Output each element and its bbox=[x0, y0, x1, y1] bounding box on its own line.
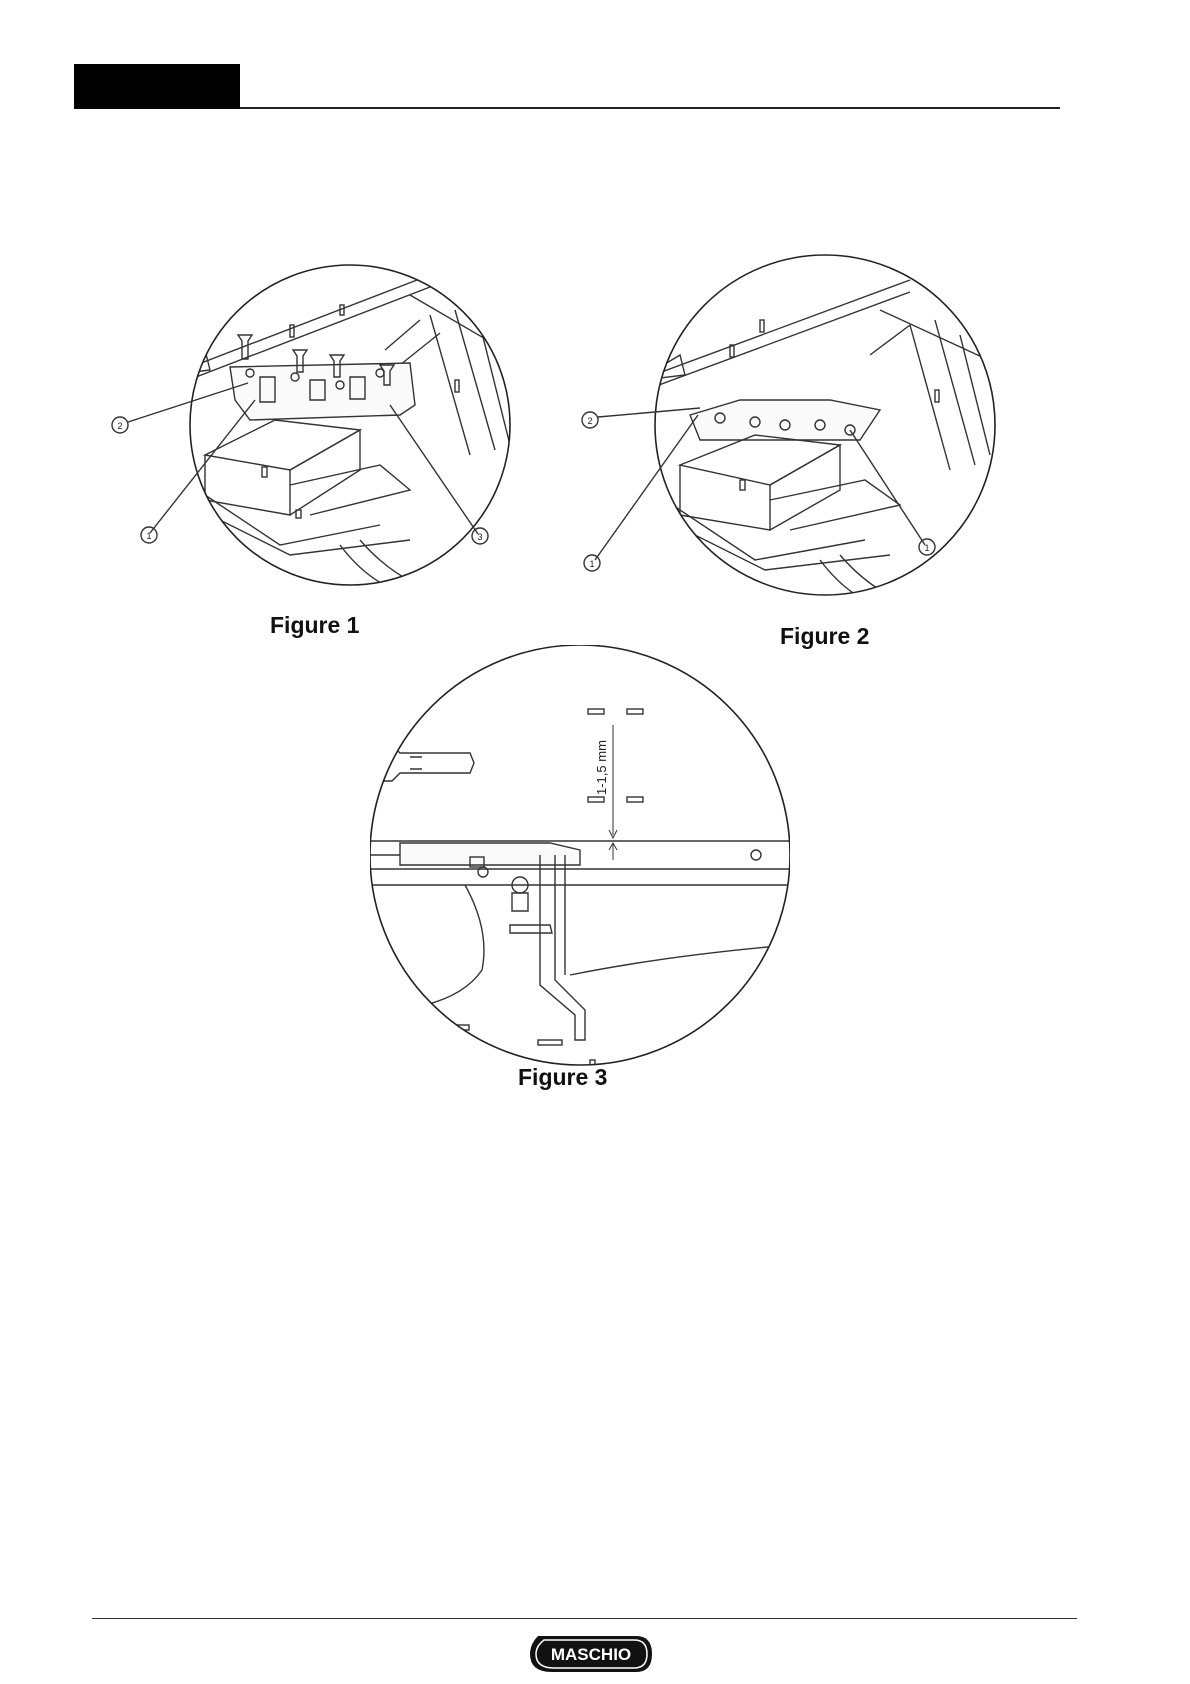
header-rule bbox=[240, 107, 1060, 109]
figure-3-drawing bbox=[370, 645, 790, 1070]
figure-1-callout-3: 3 bbox=[477, 532, 483, 542]
figure-1-callout-2: 2 bbox=[117, 421, 123, 431]
figure-1-drawing bbox=[110, 255, 540, 595]
figure-1-caption: Figure 1 bbox=[270, 612, 360, 638]
figure-2-drawing bbox=[580, 250, 1010, 620]
figure-3-dimension-label: 1-1,5 mm bbox=[594, 740, 609, 795]
footer-rule bbox=[92, 1618, 1077, 1619]
header-black-block bbox=[74, 64, 240, 109]
figure-2-callout-2: 2 bbox=[587, 416, 593, 426]
figure-3-caption: Figure 3 bbox=[518, 1064, 608, 1090]
figure-2-callout-1a: 1 bbox=[589, 559, 595, 569]
maschio-logo-text: MASCHIO bbox=[550, 1645, 632, 1664]
figure-2-callout-1b: 1 bbox=[924, 543, 930, 553]
maschio-logo bbox=[524, 1630, 656, 1678]
figure-2-caption: Figure 2 bbox=[780, 623, 870, 649]
figure-1-callout-1: 1 bbox=[146, 531, 152, 541]
